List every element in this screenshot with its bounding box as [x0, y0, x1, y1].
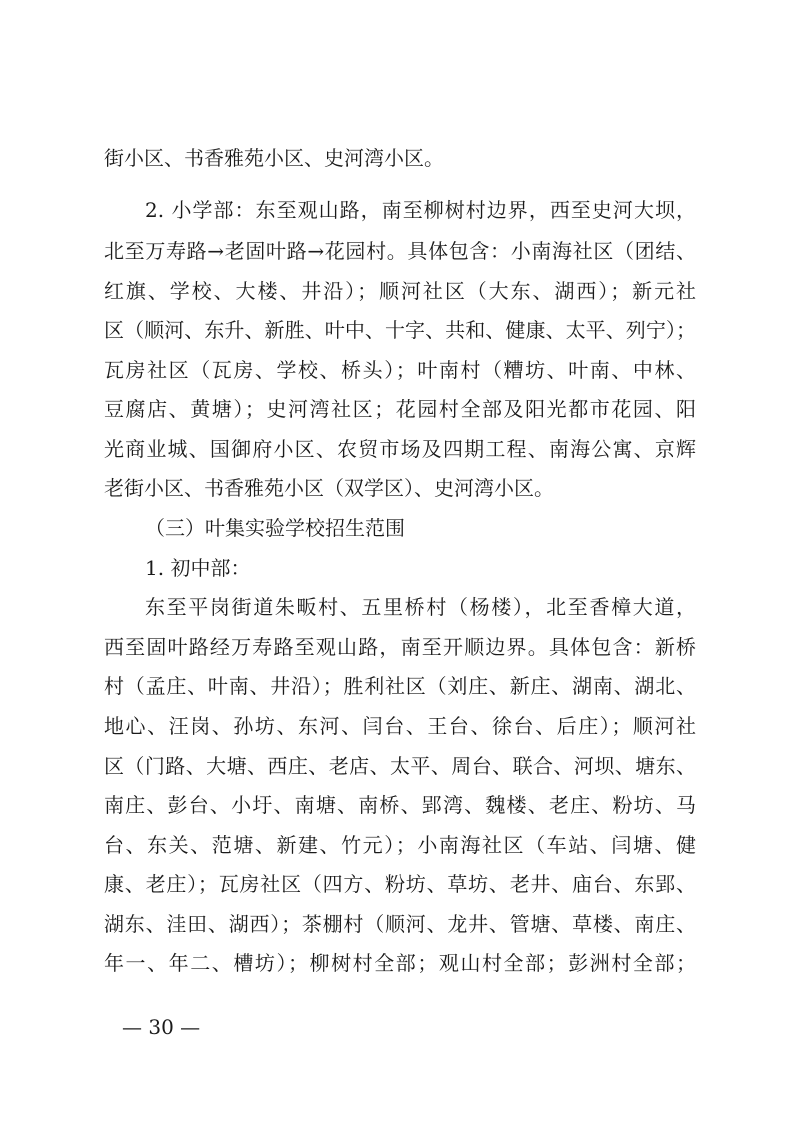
text-line: 东至平岗街道朱畈村、五里桥村（杨楼），北至香樟大道， [145, 595, 696, 619]
text-line: 湖东、洼田、湖西）；茶棚村（顺河、龙井、管塘、草楼、南庄、 [104, 912, 696, 936]
text-line: 南庄、彭台、小圩、南塘、南桥、郢湾、魏楼、老庄、粉坊、马 [104, 793, 696, 817]
text-line: 红旗、学校、大楼、井沿）；顺河社区（大东、湖西）；新元社 [104, 279, 696, 303]
text-line: 北至万寿路→老固叶路→花园村。具体包含：小南海社区（团结、 [104, 239, 696, 263]
text-line: 康、老庄）；瓦房社区（四方、粉坊、草坊、老井、庙台、东郢、 [104, 872, 696, 896]
text-line: 瓦房社区（瓦房、学校、桥头）；叶南村（糟坊、叶南、中林、 [104, 358, 696, 382]
text-line: 豆腐店、黄塘）；史河湾社区；花园村全部及阳光都市花园、阳 [104, 397, 696, 421]
text-line: 地心、汪岗、孙坊、东河、闫台、王台、徐台、后庄）；顺河社 [104, 714, 696, 738]
text-line: 老街小区、书香雅苑小区（双学区）、史河湾小区。 [104, 476, 554, 500]
text-line: 光商业城、国御府小区、农贸市场及四期工程、南海公寓、京辉 [104, 437, 696, 461]
text-line: 区（门路、大塘、西庄、老店、太平、周台、联合、河坝、塘东、 [104, 754, 696, 778]
text-line: 村（孟庄、叶南、井沿）；胜利社区（刘庄、新庄、湖南、湖北、 [104, 674, 696, 698]
page-number: — 30 — [122, 1015, 201, 1039]
section-heading: （三）叶集实验学校招生范围 [145, 516, 405, 540]
text-line: 台、东关、范塘、新建、竹元）；小南海社区（车站、闫塘、健 [104, 833, 696, 857]
text-line: 区（顺河、东升、新胜、叶中、十字、共和、健康、太平、列宁）； [104, 318, 696, 342]
text-line: 街小区、书香雅苑小区、史河湾小区。 [104, 146, 444, 170]
subsection-heading: 1. 初中部： [145, 556, 251, 580]
text-line: 西至固叶路经万寿路至观山路，南至开顺边界。具体包含：新桥 [104, 635, 696, 659]
text-line: 年一、年二、槽坊）；柳树村全部；观山村全部；彭洲村全部； [104, 951, 696, 975]
text-line: 2. 小学部：东至观山路，南至柳树村边界，西至史河大坝， [145, 198, 696, 222]
